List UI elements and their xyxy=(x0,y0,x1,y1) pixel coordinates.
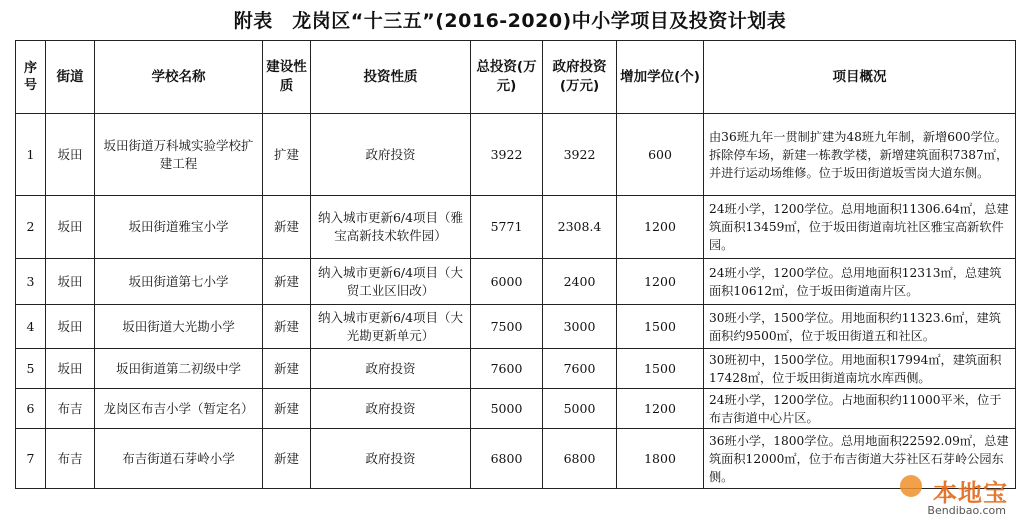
cell-seq: 2 xyxy=(16,196,46,259)
cell-seq: 7 xyxy=(16,429,46,489)
cell-total: 5771 xyxy=(471,196,543,259)
cell-school: 布吉街道石芽岭小学 xyxy=(95,429,263,489)
table-row xyxy=(16,196,1016,259)
cell-school: 坂田街道万科城实验学校扩建工程 xyxy=(95,114,263,196)
cell-build: 新建 xyxy=(263,259,311,305)
cell-build: 新建 xyxy=(263,389,311,429)
cell-seq: 4 xyxy=(16,305,46,349)
cell-street: 坂田 xyxy=(46,114,95,196)
cell-street: 坂田 xyxy=(46,349,95,389)
cell-summary: 30班初中，1500学位。用地面积17994㎡，建筑面积17428㎡，位于坂田街道南坑水库西侧。 xyxy=(704,349,1016,389)
header-school: 学校名称 xyxy=(95,41,263,114)
cell-seats: 1500 xyxy=(617,305,704,349)
header-total: 总投资(万元) xyxy=(471,41,543,114)
table-row xyxy=(16,389,1016,429)
cell-summary: 24班小学，1200学位。总用地面积12313㎡，总建筑面积10612㎡，位于坂田街道南片区。 xyxy=(704,259,1016,305)
cell-seats: 1200 xyxy=(617,259,704,305)
cell-seq: 1 xyxy=(16,114,46,196)
cell-seq: 5 xyxy=(16,349,46,389)
cell-summary: 24班小学，1200学位。占地面积约11000平米，位于布吉街道中心片区。 xyxy=(704,389,1016,429)
cell-street: 布吉 xyxy=(46,389,95,429)
cell-seq: 3 xyxy=(16,259,46,305)
header-build-type: 建设性质 xyxy=(263,41,311,114)
table-row xyxy=(16,349,1016,389)
cell-build: 新建 xyxy=(263,429,311,489)
cell-gov: 3000 xyxy=(543,305,617,349)
cell-gov: 2400 xyxy=(543,259,617,305)
cell-invest: 政府投资 xyxy=(311,429,471,489)
header-seats: 增加学位(个) xyxy=(617,41,704,114)
table-row xyxy=(16,429,1016,489)
cell-total: 5000 xyxy=(471,389,543,429)
cell-street: 坂田 xyxy=(46,305,95,349)
cell-build: 新建 xyxy=(263,305,311,349)
cell-invest: 政府投资 xyxy=(311,349,471,389)
header-invest-type: 投资性质 xyxy=(311,41,471,114)
cell-summary: 24班小学，1200学位。总用地面积11306.64㎡，总建筑面积13459㎡，位于坂田街道南坑社区雅宝高新软件园。 xyxy=(704,196,1016,259)
bendibao-watermark xyxy=(898,471,1010,519)
watermark-brand: 本地宝 xyxy=(933,479,1008,507)
cell-invest: 政府投资 xyxy=(311,114,471,196)
table-row xyxy=(16,259,1016,305)
cell-gov: 2308.4 xyxy=(543,196,617,259)
header-seq: 序号 xyxy=(16,41,46,114)
table-header-row xyxy=(16,41,1016,114)
cell-school: 坂田街道雅宝小学 xyxy=(95,196,263,259)
cell-gov: 3922 xyxy=(543,114,617,196)
table-row xyxy=(16,305,1016,349)
cell-summary: 30班小学，1500学位。用地面积约11323.6㎡，建筑面积约9500㎡，位于坂田街道五和社区。 xyxy=(704,305,1016,349)
cell-school: 龙岗区布吉小学（暂定名） xyxy=(95,389,263,429)
cell-gov: 5000 xyxy=(543,389,617,429)
cell-street: 布吉 xyxy=(46,429,95,489)
cell-seats: 1500 xyxy=(617,349,704,389)
cell-seats: 1200 xyxy=(617,196,704,259)
cell-gov: 7600 xyxy=(543,349,617,389)
header-summary: 项目概况 xyxy=(704,41,1016,114)
cell-total: 7600 xyxy=(471,349,543,389)
cell-invest: 纳入城市更新6/4项目（大光勘更新单元） xyxy=(311,305,471,349)
cell-build: 扩建 xyxy=(263,114,311,196)
cell-seq: 6 xyxy=(16,389,46,429)
cell-invest: 纳入城市更新6/4项目（大贸工业区旧改） xyxy=(311,259,471,305)
cell-total: 6000 xyxy=(471,259,543,305)
watermark-domain: Bendibao.com xyxy=(927,504,1006,517)
cell-street: 坂田 xyxy=(46,196,95,259)
header-street: 街道 xyxy=(46,41,95,114)
cell-street: 坂田 xyxy=(46,259,95,305)
cell-invest: 纳入城市更新6/4项目（雅宝高新技术软件园） xyxy=(311,196,471,259)
cell-summary: 由36班九年一贯制扩建为48班九年制，新增600学位。拆除停车场，新建一栋教学楼，新增建筑面积7387㎡，并进行运动场维修。位于坂田街道坂雪岗大道东侧。 xyxy=(704,114,1016,196)
cell-total: 6800 xyxy=(471,429,543,489)
cell-summary: 36班小学，1800学位。总用地面积22592.09㎡，总建筑面积12000㎡，位于布吉街道大芬社区石芽岭公园东侧。 xyxy=(704,429,1016,489)
page-title: 附表 龙岗区“十三五”(2016-2020)中小学项目及投资计划表 xyxy=(233,10,787,32)
cell-total: 3922 xyxy=(471,114,543,196)
cell-seats: 1200 xyxy=(617,389,704,429)
table-row xyxy=(16,114,1016,196)
cell-build: 新建 xyxy=(263,196,311,259)
cell-seats: 600 xyxy=(617,114,704,196)
cell-gov: 6800 xyxy=(543,429,617,489)
cell-school: 坂田街道第二初级中学 xyxy=(95,349,263,389)
cell-school: 坂田街道大光勘小学 xyxy=(95,305,263,349)
cell-total: 7500 xyxy=(471,305,543,349)
cell-invest: 政府投资 xyxy=(311,389,471,429)
header-gov: 政府投资(万元) xyxy=(543,41,617,114)
investment-plan-table xyxy=(15,40,1016,489)
cell-build: 新建 xyxy=(263,349,311,389)
cell-school: 坂田街道第七小学 xyxy=(95,259,263,305)
cell-seats: 1800 xyxy=(617,429,704,489)
